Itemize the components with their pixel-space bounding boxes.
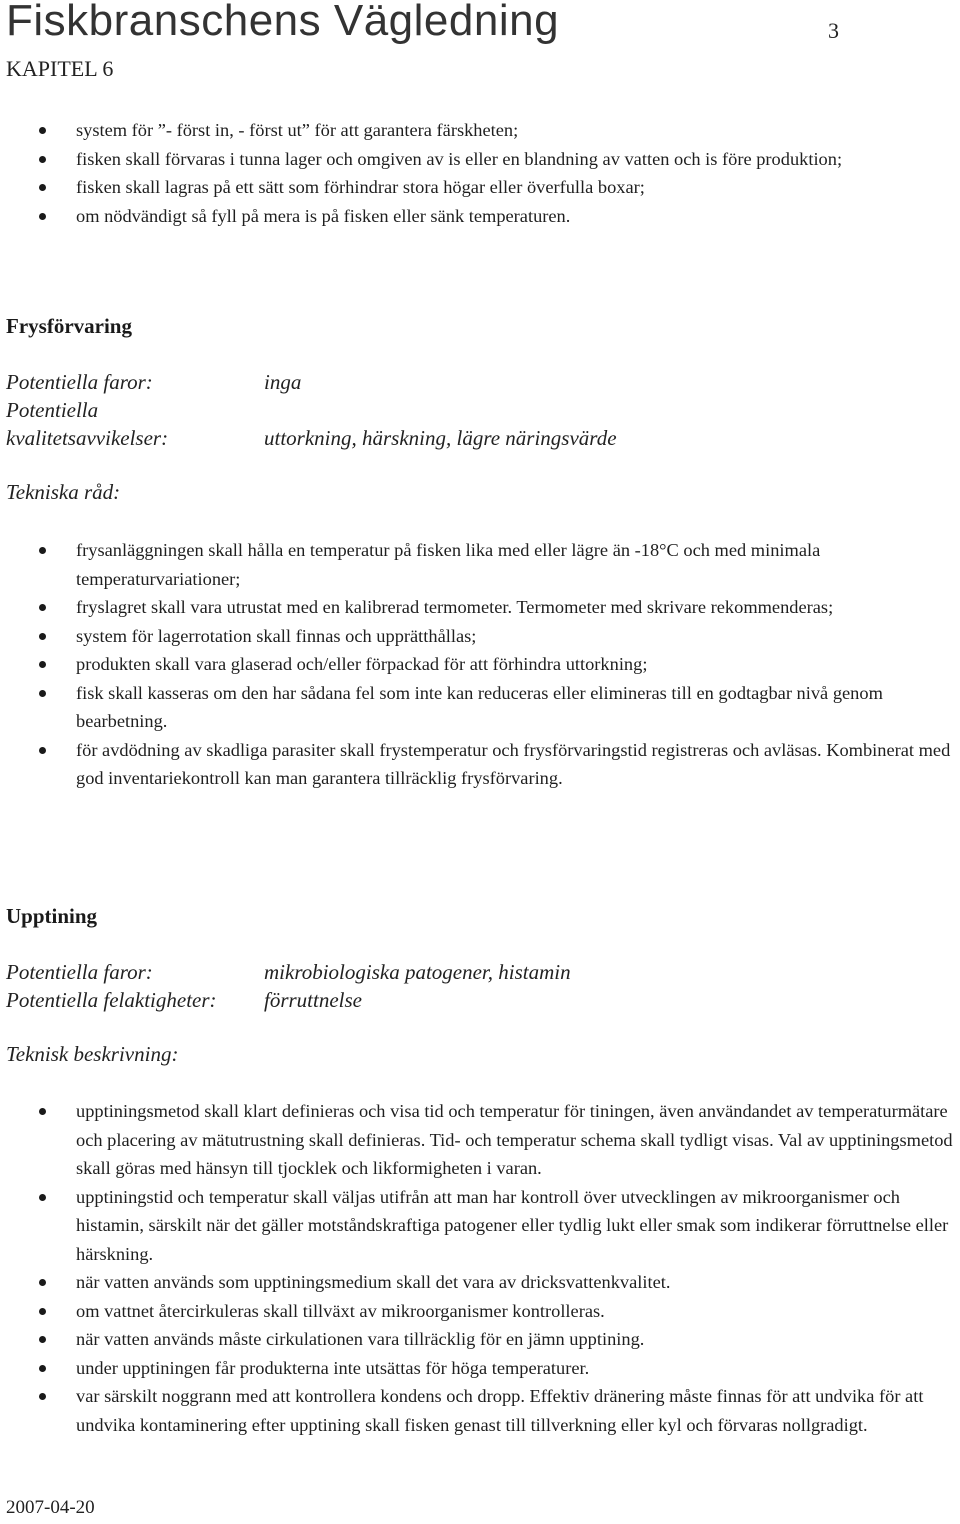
document-title: Fiskbranschens Vägledning — [6, 0, 560, 45]
footer-date: 2007-04-20 — [6, 1497, 95, 1518]
list-item: system för lagerrotation skall finnas och upprätthållas; — [0, 622, 960, 651]
list-item: fisken skall förvaras i tunna lager och omgiven av is eller en blandning av vatten och is före produktion; — [0, 145, 960, 174]
defects-label: Potentiella felaktigheter: — [6, 988, 217, 1012]
hazards-label: Potentiella faror: — [6, 960, 153, 984]
hazards-label: Potentiella faror: — [6, 370, 153, 394]
frys-bullet-list — [0, 536, 960, 793]
list-item: om vattnet återcirkuleras skall tillväxt av mikroorganismer kontrolleras. — [0, 1297, 960, 1326]
list-item: produkten skall vara glaserad och/eller förpackad för att förhindra uttorkning; — [0, 650, 960, 679]
defects-value: förruttnelse — [264, 988, 362, 1012]
list-item: var särskilt noggrann med att kontrollera kondens och dropp. Effektiv dränering måste finnas för att undvika för att undvika kontaminering efter upptining skall fisken genast till tillverkning eller kyl och förvaras nollgradigt. — [0, 1382, 960, 1439]
list-item: upptiningsmetod skall klart definieras och visa tid och temperatur för tiningen, även användandet av temperaturmätare och placering av mätutrustning skall definieras. Tid- och temperatur schema skall tydligt visas. Val av upptiningsmetod skall göras med hänsyn till tjocklek och likformigheten i varan. — [0, 1097, 960, 1183]
list-item: om nödvändigt så fyll på mera is på fisken eller sänk temperaturen. — [0, 202, 960, 231]
quality-label-line2: kvalitetsavvikelser: — [6, 426, 169, 450]
list-item: fisk skall kasseras om den har sådana fel som inte kan reduceras eller elimineras till en godtagbar nivå genom bearbetning. — [0, 679, 960, 736]
chapter-label: KAPITEL 6 — [6, 56, 114, 81]
list-item: frysanläggningen skall hålla en temperatur på fisken lika med eller lägre än -18°C och med minimala temperaturvariationer; — [0, 536, 960, 593]
section-heading-frysforvaring: Frysförvaring — [6, 314, 132, 338]
hazards-value: inga — [264, 370, 302, 394]
quality-value: uttorkning, härskning, lägre näringsvärde — [264, 426, 617, 450]
section-heading-upptining: Upptining — [6, 904, 98, 928]
technical-advice-label: Tekniska råd: — [6, 480, 121, 504]
list-item: fryslagret skall vara utrustat med en kalibrerad termometer. Termometer med skrivare rekommenderas; — [0, 593, 960, 622]
hazards-value: mikrobiologiska patogener, histamin — [264, 960, 571, 984]
page-number: 3 — [828, 18, 839, 43]
quality-label-line1: Potentiella — [6, 398, 99, 422]
upptining-bullet-list — [0, 1097, 960, 1439]
list-item: upptiningstid och temperatur skall väljas utifrån att man har kontroll över utvecklingen av mikroorganismer och histamin, särskilt när det gäller motståndskraftiga patogener eller tydlig lukt eller smak som indikerar förruttnelse eller härskning. — [0, 1183, 960, 1269]
list-item: fisken skall lagras på ett sätt som förhindrar stora högar eller överfulla boxar; — [0, 173, 960, 202]
list-item: under upptiningen får produkterna inte utsättas för höga temperaturer. — [0, 1354, 960, 1383]
list-item: när vatten används måste cirkulationen vara tillräcklig för en jämn upptining. — [0, 1325, 960, 1354]
intro-bullet-list — [0, 116, 960, 230]
list-item: för avdödning av skadliga parasiter skall frystemperatur och frysförvaringstid registreras och avläsas. Kombinerat med god inventariekontroll kan man garantera tillräcklig frysförvaring. — [0, 736, 960, 793]
technical-description-label: Teknisk beskrivning: — [6, 1042, 179, 1066]
list-item: när vatten används som upptiningsmedium skall det vara av dricksvattenkvalitet. — [0, 1268, 960, 1297]
list-item: system för ”- först in, - först ut” för att garantera färskheten; — [0, 116, 960, 145]
